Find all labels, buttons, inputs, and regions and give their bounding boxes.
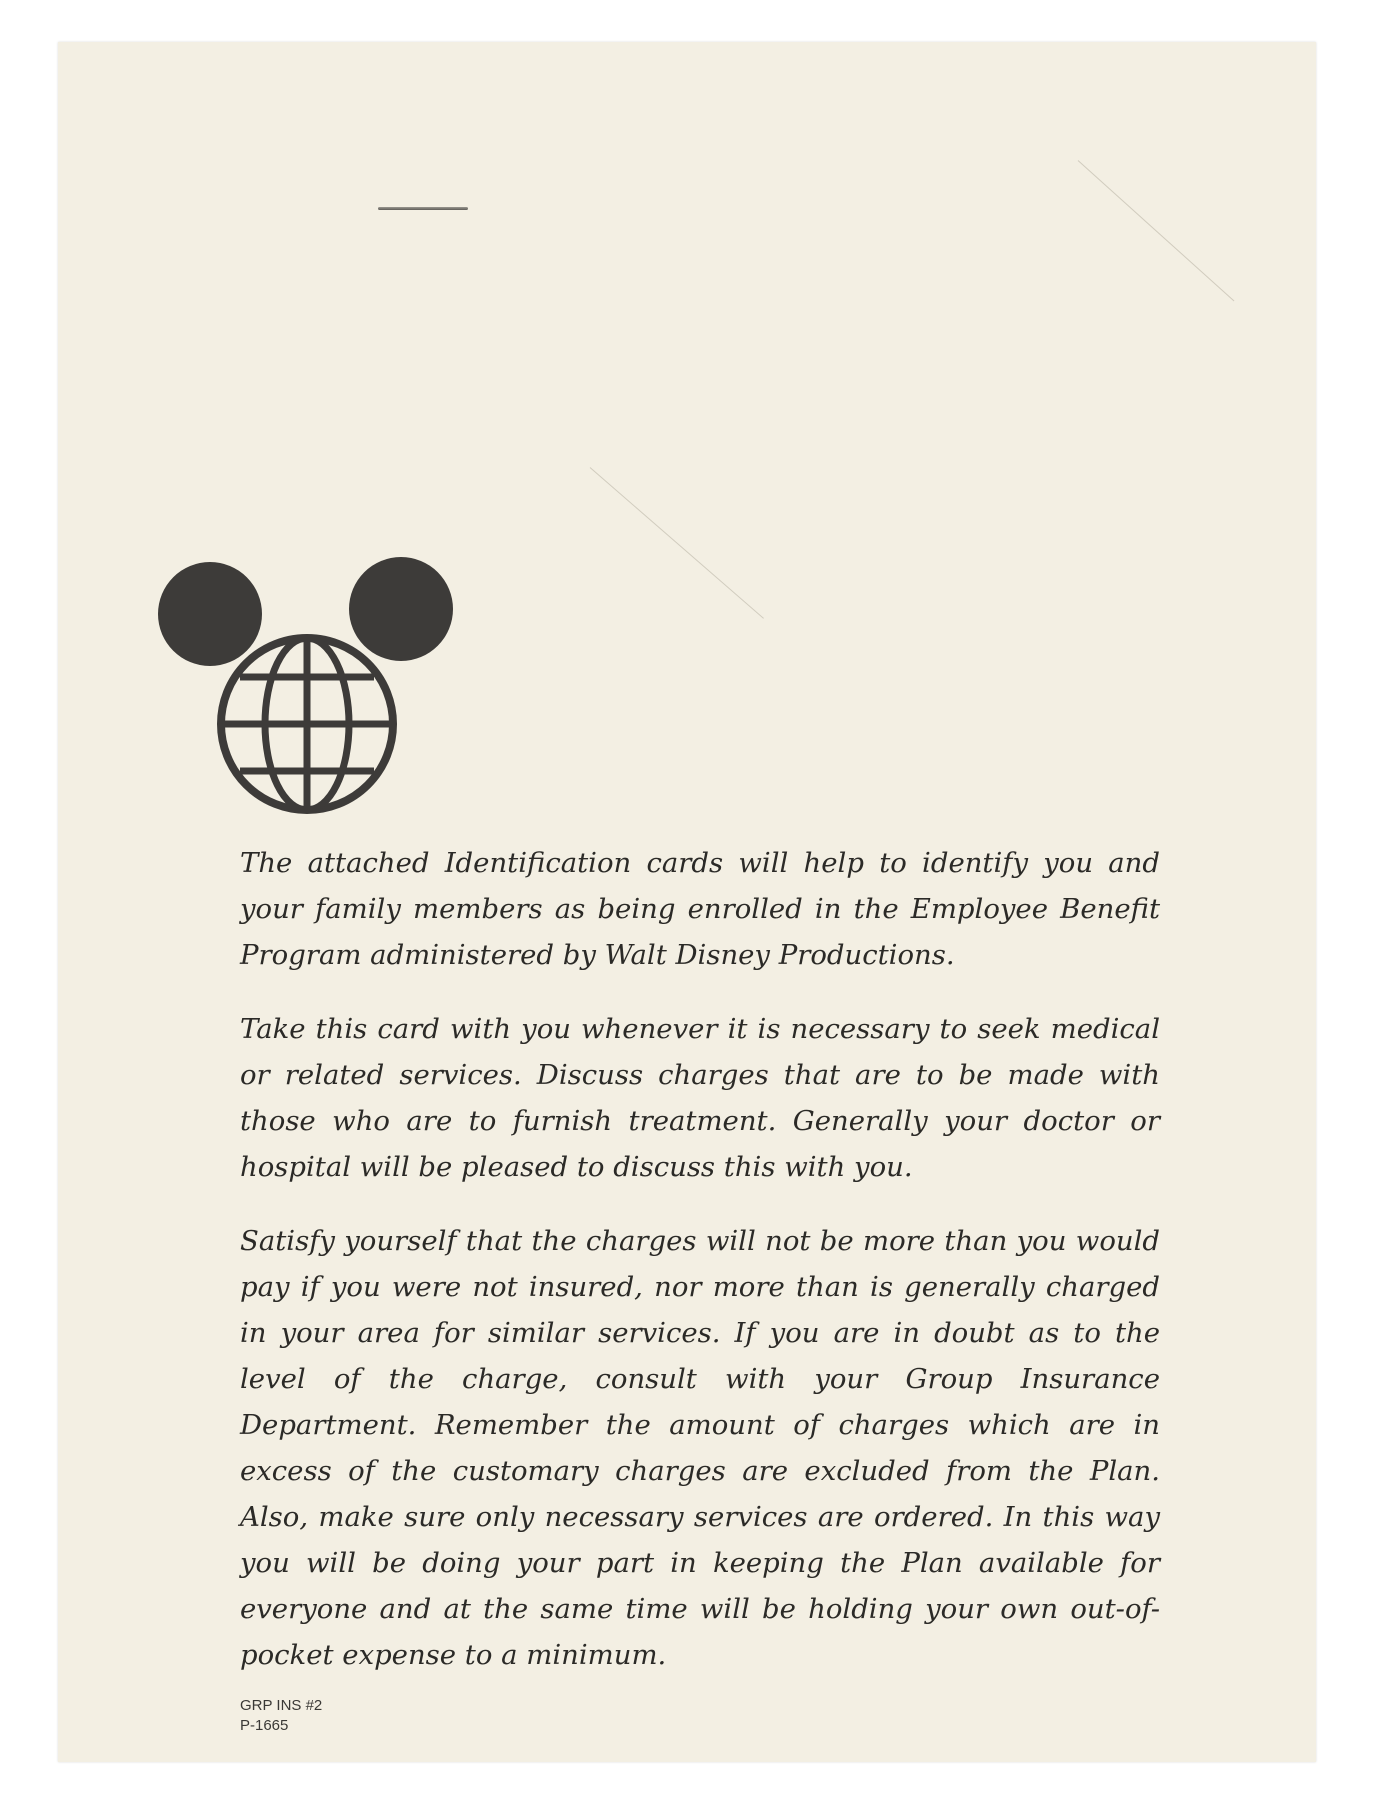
paper-crease	[590, 467, 764, 619]
paper-crease	[1078, 160, 1235, 301]
staple	[378, 207, 468, 210]
globe	[221, 638, 393, 810]
footer-codes	[240, 1696, 322, 1736]
print-code: P-1665	[240, 1717, 289, 1734]
paragraph-take-card: Take this card with you whenever it is necessary to seek medical or related services. Discuss charges that are to be made with those who are to furnish treatment. Generally your doctor or hospital will be pleased to discuss this with you.	[240, 1013, 1160, 1183]
left-ear	[158, 562, 262, 666]
body-text	[240, 840, 1160, 1706]
form-code: GRP INS #2	[240, 1697, 323, 1714]
paragraph-identification-cards: The attached Identification cards will help to identify you and your family members as being enrolled in the Employee Benefit Program administered by Walt Disney Productions.	[240, 847, 1160, 971]
mickey-globe-icon	[158, 532, 458, 832]
right-ear	[349, 557, 453, 661]
paragraph-satisfy-charges: Satisfy yourself that the charges will not be more than you would pay if you were not insured, nor more than is generally charged in your area for similar services. If you are in doubt as to the level of the charge, consult with your Group Insurance Department. Remember the amount of charges which are in excess of the customary charges are excluded from the Plan. Also, make sure only necessary services are ordered. In this way you will be doing your part in keeping the Plan available for everyone and at the same time will be holding your own out-of-pocket expense to a minimum.	[240, 1225, 1160, 1671]
